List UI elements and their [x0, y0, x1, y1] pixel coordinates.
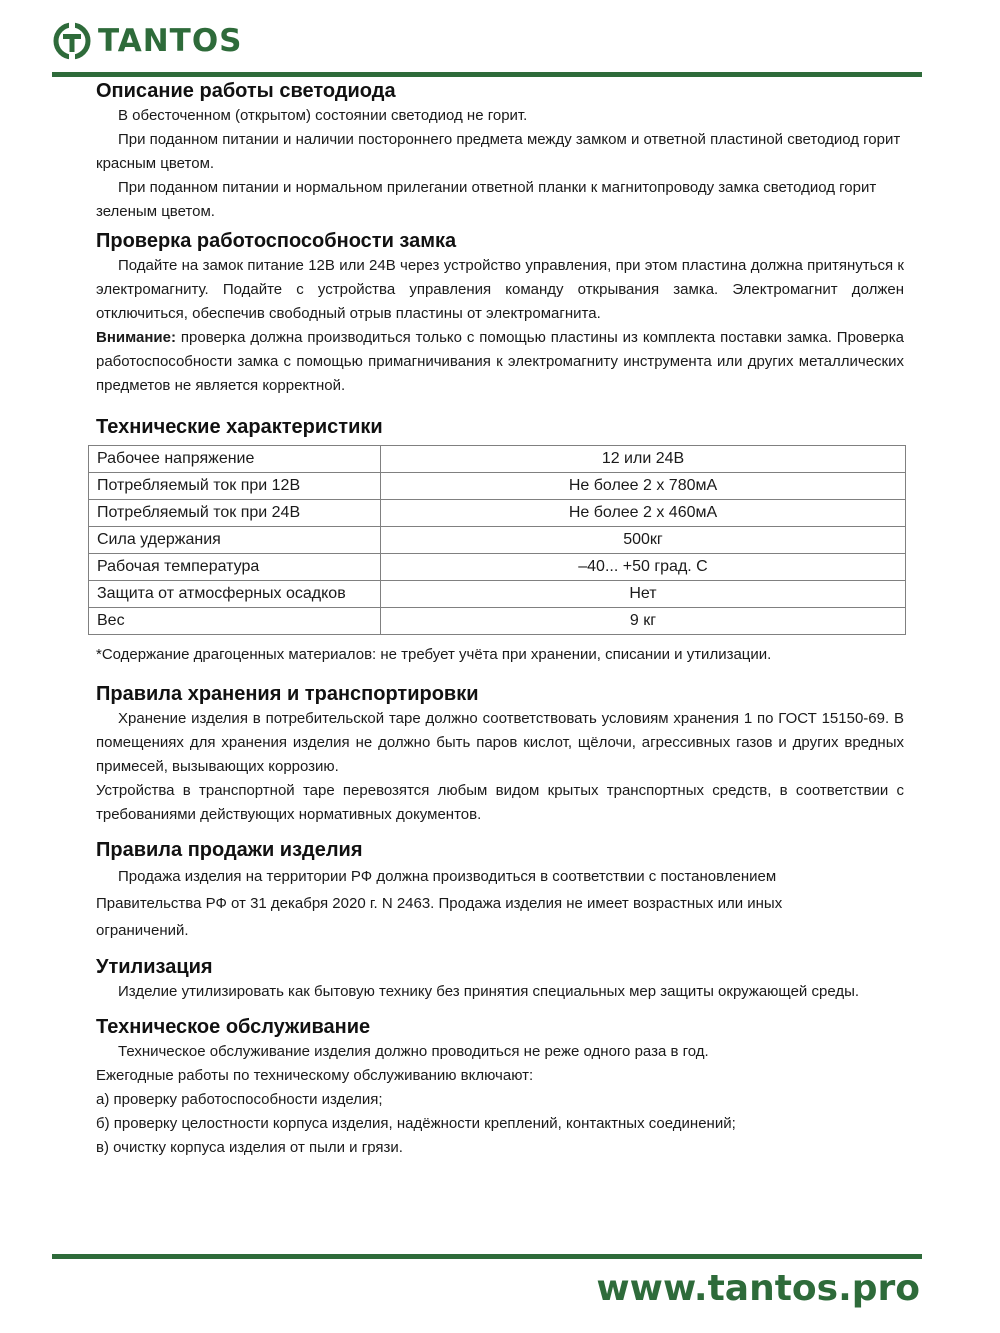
table-row — [89, 500, 906, 527]
section-led — [96, 78, 904, 224]
spec-name: Сила удержания — [89, 527, 381, 554]
spec-name: Рабочая температура — [89, 554, 381, 581]
sale-line-3: ограничений. — [96, 922, 189, 939]
heading-check: Проверка работоспособности замка — [96, 230, 457, 252]
storage-paragraph-1: Хранение изделия в потребительской таре должно соответствовать условиям хранения 1 по ГОСТ 15150-69. В помещениях для хранения изделия не должно быть паров кислот, щёлочи, агрессивных газов и других вредных примесей, вызывающих коррозию. — [96, 710, 904, 775]
warning-text: проверка должна производиться только с помощью пластины из комплекта поставки замка. Проверка работоспособности замка с помощью примагничивания к электромагниту инструмента или других металлических предметов не является корректной. — [96, 329, 904, 394]
section-check — [96, 228, 904, 398]
list-item: б) проверку целостности корпуса изделия, надёжности креплений, контактных соединений; — [96, 1115, 736, 1132]
led-paragraph-1: В обесточенном (открытом) состоянии светодиод не горит. — [118, 107, 528, 124]
spec-value: Не более 2 х 780мА — [381, 473, 906, 500]
table-row — [89, 608, 906, 635]
warning-label: Внимание: — [96, 329, 176, 346]
section-sale — [96, 837, 904, 944]
specs-table — [88, 445, 906, 635]
spec-name: Защита от атмосферных осадков — [89, 581, 381, 608]
maintenance-paragraph-1: Техническое обслуживание изделия должно проводиться не реже одного раза в год. — [118, 1043, 709, 1060]
storage-paragraph-2: Устройства в транспортной таре перевозятся любым видом крытых транспортных средств, в соответствии с требованиями действующих нормативных документов. — [96, 782, 904, 823]
maintenance-paragraph-2: Ежегодные работы по техническому обслуживанию включают: — [96, 1067, 534, 1084]
spec-name: Вес — [89, 608, 381, 635]
list-item: в) очистку корпуса изделия от пыли и грязи. — [96, 1139, 403, 1156]
led-paragraph-3: При поданном питании и нормальном прилегании ответной планки к магнитопроводу замка светодиод горит зеленым цветом. — [96, 179, 877, 220]
spec-value: Нет — [381, 581, 906, 608]
check-paragraph-1: Подайте на замок питание 12В или 24В через устройство управления, при этом пластина должна притянуться к электромагниту. Подайте с устройства управления команду открывания замка. Электромагнит должен отключиться, обеспечив свободный отрыв пластины от электромагнита. — [96, 257, 904, 322]
heading-maintenance: Техническое обслуживание — [96, 1016, 371, 1038]
header-divider — [52, 72, 922, 77]
brand-name: TANTOS — [98, 23, 243, 59]
heading-led: Описание работы светодиода — [96, 80, 396, 102]
section-specs — [96, 414, 904, 667]
spec-name: Рабочее напряжение — [89, 446, 381, 473]
sale-line-1: Продажа изделия на территории РФ должна производиться в соответствии с постановлением — [118, 868, 777, 885]
check-warning — [96, 326, 904, 398]
table-row — [89, 446, 906, 473]
section-storage — [96, 681, 904, 827]
tantos-logo-icon — [52, 21, 92, 61]
table-row — [89, 581, 906, 608]
list-item: а) проверку работоспособности изделия; — [96, 1091, 383, 1108]
table-row — [89, 527, 906, 554]
brand-logo — [52, 20, 243, 62]
spec-value: Не более 2 х 460мА — [381, 500, 906, 527]
spec-value: 9 кг — [381, 608, 906, 635]
heading-storage: Правила хранения и транспортировки — [96, 683, 479, 705]
website-link[interactable]: www.tantos.pro — [596, 1268, 920, 1309]
heading-disposal: Утилизация — [96, 956, 213, 978]
heading-sale: Правила продажи изделия — [96, 839, 363, 861]
table-row — [89, 554, 906, 581]
spec-name: Потребляемый ток при 12В — [89, 473, 381, 500]
disposal-paragraph: Изделие утилизировать как бытовую технику без принятия специальных мер защиты окружающей среды. — [118, 983, 860, 1000]
spec-value: –40... +50 град. С — [381, 554, 906, 581]
spec-value: 12 или 24В — [381, 446, 906, 473]
spec-name: Потребляемый ток при 24В — [89, 500, 381, 527]
heading-specs: Технические характеристики — [96, 416, 383, 438]
sale-line-2: Правительства РФ от 31 декабря 2020 г. N 2463. Продажа изделия не имеет возрастных или иных — [96, 895, 783, 912]
footer-divider — [52, 1254, 922, 1259]
section-disposal — [96, 954, 904, 1004]
document-body — [96, 78, 904, 1160]
led-paragraph-2: При поданном питании и наличии постороннего предмета между замком и ответной пластиной светодиод горит красным цветом. — [96, 131, 901, 172]
section-maintenance — [96, 1014, 904, 1160]
precious-materials-note: *Содержание драгоценных материалов: не требует учёта при хранении, списании и утилизации. — [96, 646, 772, 663]
spec-value: 500кг — [381, 527, 906, 554]
table-row — [89, 473, 906, 500]
